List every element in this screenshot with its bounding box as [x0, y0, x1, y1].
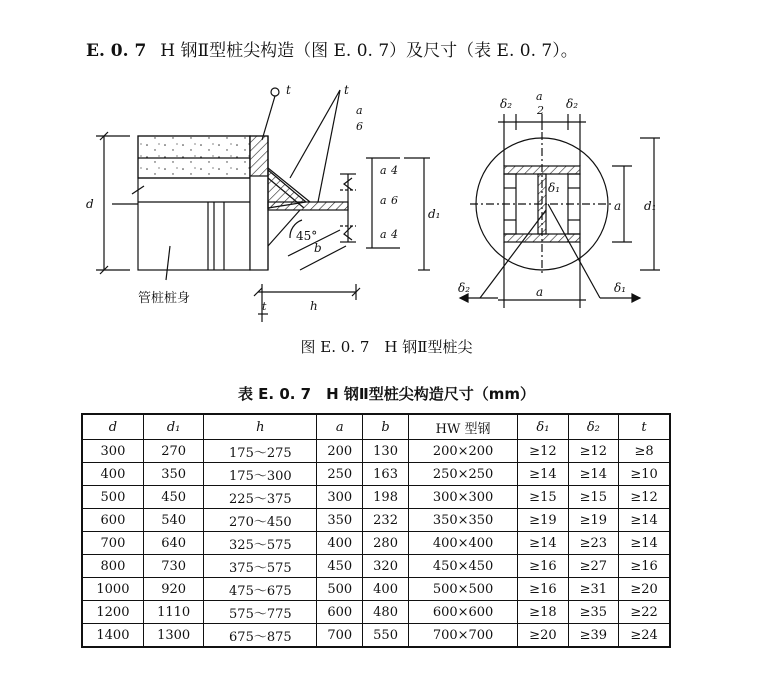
table-caption: 表 E. 0. 7 H 钢Ⅱ型桩尖构造尺寸（mm）: [237, 385, 536, 403]
table-cell: 225～375: [204, 486, 317, 509]
table-cell: ≥35: [568, 601, 618, 624]
table-row: [82, 440, 670, 463]
table-cell: 350×350: [408, 509, 517, 532]
table-cell: 325～575: [204, 532, 317, 555]
table-cell: 500×500: [408, 578, 517, 601]
table-cell: 675～875: [204, 624, 317, 648]
label-d1-right: d₁: [644, 199, 657, 213]
label-delta2-left: δ₂: [500, 97, 513, 111]
table-cell: 700×700: [408, 624, 517, 648]
plan-view: [460, 114, 660, 308]
table-cell: 920: [143, 578, 204, 601]
label-6-1: 6: [391, 194, 398, 207]
dimension-table: [81, 413, 671, 648]
label-t-top: t: [286, 83, 291, 97]
table-cell: 250: [317, 463, 363, 486]
table-cell: ≥14: [568, 463, 618, 486]
label-6-top: 6: [356, 120, 363, 133]
header-d: d: [82, 414, 143, 440]
header-d1: d₁: [143, 414, 204, 440]
table-cell: ≥14: [619, 509, 670, 532]
table-cell: 540: [143, 509, 204, 532]
table-cell: 640: [143, 532, 204, 555]
table-cell: ≥16: [518, 555, 568, 578]
table-cell: 600: [317, 601, 363, 624]
table-cell: 280: [363, 532, 409, 555]
table-row: [82, 532, 670, 555]
label-a-half: a: [536, 90, 543, 103]
header-a: a: [317, 414, 363, 440]
label-a4-1: a: [380, 164, 387, 177]
table-cell: ≥27: [568, 555, 618, 578]
table-cell: 232: [363, 509, 409, 532]
table-cell: 375～575: [204, 555, 317, 578]
header-h: h: [204, 414, 317, 440]
label-a4-2: a: [380, 228, 387, 241]
label-d: d: [86, 197, 94, 211]
label-delta2-right: δ₂: [566, 97, 579, 111]
section-text: H 钢Ⅱ型桩尖构造（图 E. 0. 7）及尺寸（表 E. 0. 7）。: [160, 41, 578, 61]
table-cell: 700: [317, 624, 363, 648]
table-cell: ≥16: [518, 578, 568, 601]
table-cell: 500: [82, 486, 143, 509]
label-45: 45°: [296, 229, 318, 243]
table-cell: ≥14: [619, 532, 670, 555]
table-cell: 200×200: [408, 440, 517, 463]
table-cell: 400: [317, 532, 363, 555]
table-row: [82, 601, 670, 624]
table-row: [82, 555, 670, 578]
table-cell: ≥19: [518, 509, 568, 532]
table-row: [82, 578, 670, 601]
table-cell: 600×600: [408, 601, 517, 624]
table-cell: ≥8: [619, 440, 670, 463]
header-b: b: [363, 414, 409, 440]
table-cell: 475～675: [204, 578, 317, 601]
table-cell: ≥31: [568, 578, 618, 601]
table-cell: 175～300: [204, 463, 317, 486]
table-cell: 1400: [82, 624, 143, 648]
table-cell: 130: [363, 440, 409, 463]
table-cell: ≥22: [619, 601, 670, 624]
table-cell: 700: [82, 532, 143, 555]
label-delta2-bottom: δ₂: [458, 281, 471, 295]
table-cell: 270: [143, 440, 204, 463]
table-cell: ≥15: [518, 486, 568, 509]
table-cell: ≥18: [518, 601, 568, 624]
label-h: h: [310, 299, 318, 313]
table-cell: 250×250: [408, 463, 517, 486]
table-cell: 550: [363, 624, 409, 648]
table-cell: ≥12: [619, 486, 670, 509]
header-t: t: [619, 414, 670, 440]
label-a6-1: a: [380, 194, 387, 207]
label-2: 2: [537, 104, 544, 117]
table-cell: 198: [363, 486, 409, 509]
table-cell: 200: [317, 440, 363, 463]
table-cell: 450×450: [408, 555, 517, 578]
table-cell: 800: [82, 555, 143, 578]
label-a-bottom: a: [536, 285, 544, 299]
table-cell: 400: [82, 463, 143, 486]
table-row: [82, 509, 670, 532]
table-cell: 1110: [143, 601, 204, 624]
label-a-right: a: [614, 199, 622, 213]
table-cell: 163: [363, 463, 409, 486]
header-delta1: δ₁: [518, 414, 568, 440]
table-cell: 600: [82, 509, 143, 532]
table-cell: ≥39: [568, 624, 618, 648]
table-cell: ≥10: [619, 463, 670, 486]
label-body: 管桩桩身: [138, 291, 191, 306]
label-b: b: [314, 241, 322, 255]
table-cell: 350: [317, 509, 363, 532]
label-a-top: a: [356, 104, 363, 117]
table-cell: 300×300: [408, 486, 517, 509]
table-row: [82, 624, 670, 648]
table-cell: 320: [363, 555, 409, 578]
label-delta1-center: δ₁: [548, 181, 561, 195]
header-hw: HW 型钢: [408, 414, 517, 440]
table-cell: ≥16: [619, 555, 670, 578]
table-cell: ≥12: [568, 440, 618, 463]
table-cell: ≥12: [518, 440, 568, 463]
table-cell: 500: [317, 578, 363, 601]
table-cell: 300: [82, 440, 143, 463]
table-cell: 730: [143, 555, 204, 578]
table-cell: 350: [143, 463, 204, 486]
pile-tip-drawing: [0, 70, 773, 332]
table-cell: 575～775: [204, 601, 317, 624]
label-t-top2: t: [344, 83, 349, 97]
label-d1: d₁: [428, 207, 441, 221]
table-cell: 270～450: [204, 509, 317, 532]
section-heading: [86, 36, 578, 61]
table-row: [82, 486, 670, 509]
label-4-2: 4: [391, 228, 398, 241]
table-cell: 300: [317, 486, 363, 509]
label-4-1: 4: [391, 164, 398, 177]
table-cell: 480: [363, 601, 409, 624]
label-t-bottom: t: [262, 300, 267, 313]
table-cell: 400×400: [408, 532, 517, 555]
header-delta2: δ₂: [568, 414, 618, 440]
table-cell: 175～275: [204, 440, 317, 463]
table-header-row: [82, 414, 670, 440]
table-cell: ≥20: [619, 578, 670, 601]
table-cell: ≥20: [518, 624, 568, 648]
table-cell: 400: [363, 578, 409, 601]
table-row: [82, 463, 670, 486]
table-cell: ≥14: [518, 532, 568, 555]
figure-caption: 图 E. 0. 7 H 钢Ⅱ型桩尖: [300, 338, 473, 356]
table-cell: ≥23: [568, 532, 618, 555]
table-cell: 1000: [82, 578, 143, 601]
table-cell: ≥15: [568, 486, 618, 509]
table-cell: 1300: [143, 624, 204, 648]
table-cell: ≥19: [568, 509, 618, 532]
section-number: E. 0. 7: [86, 41, 147, 61]
table-cell: 1200: [82, 601, 143, 624]
label-delta1-bottom: δ₁: [614, 281, 627, 295]
table-cell: 450: [143, 486, 204, 509]
table-cell: ≥14: [518, 463, 568, 486]
table-cell: 450: [317, 555, 363, 578]
table-cell: ≥24: [619, 624, 670, 648]
table-body: [82, 440, 670, 648]
